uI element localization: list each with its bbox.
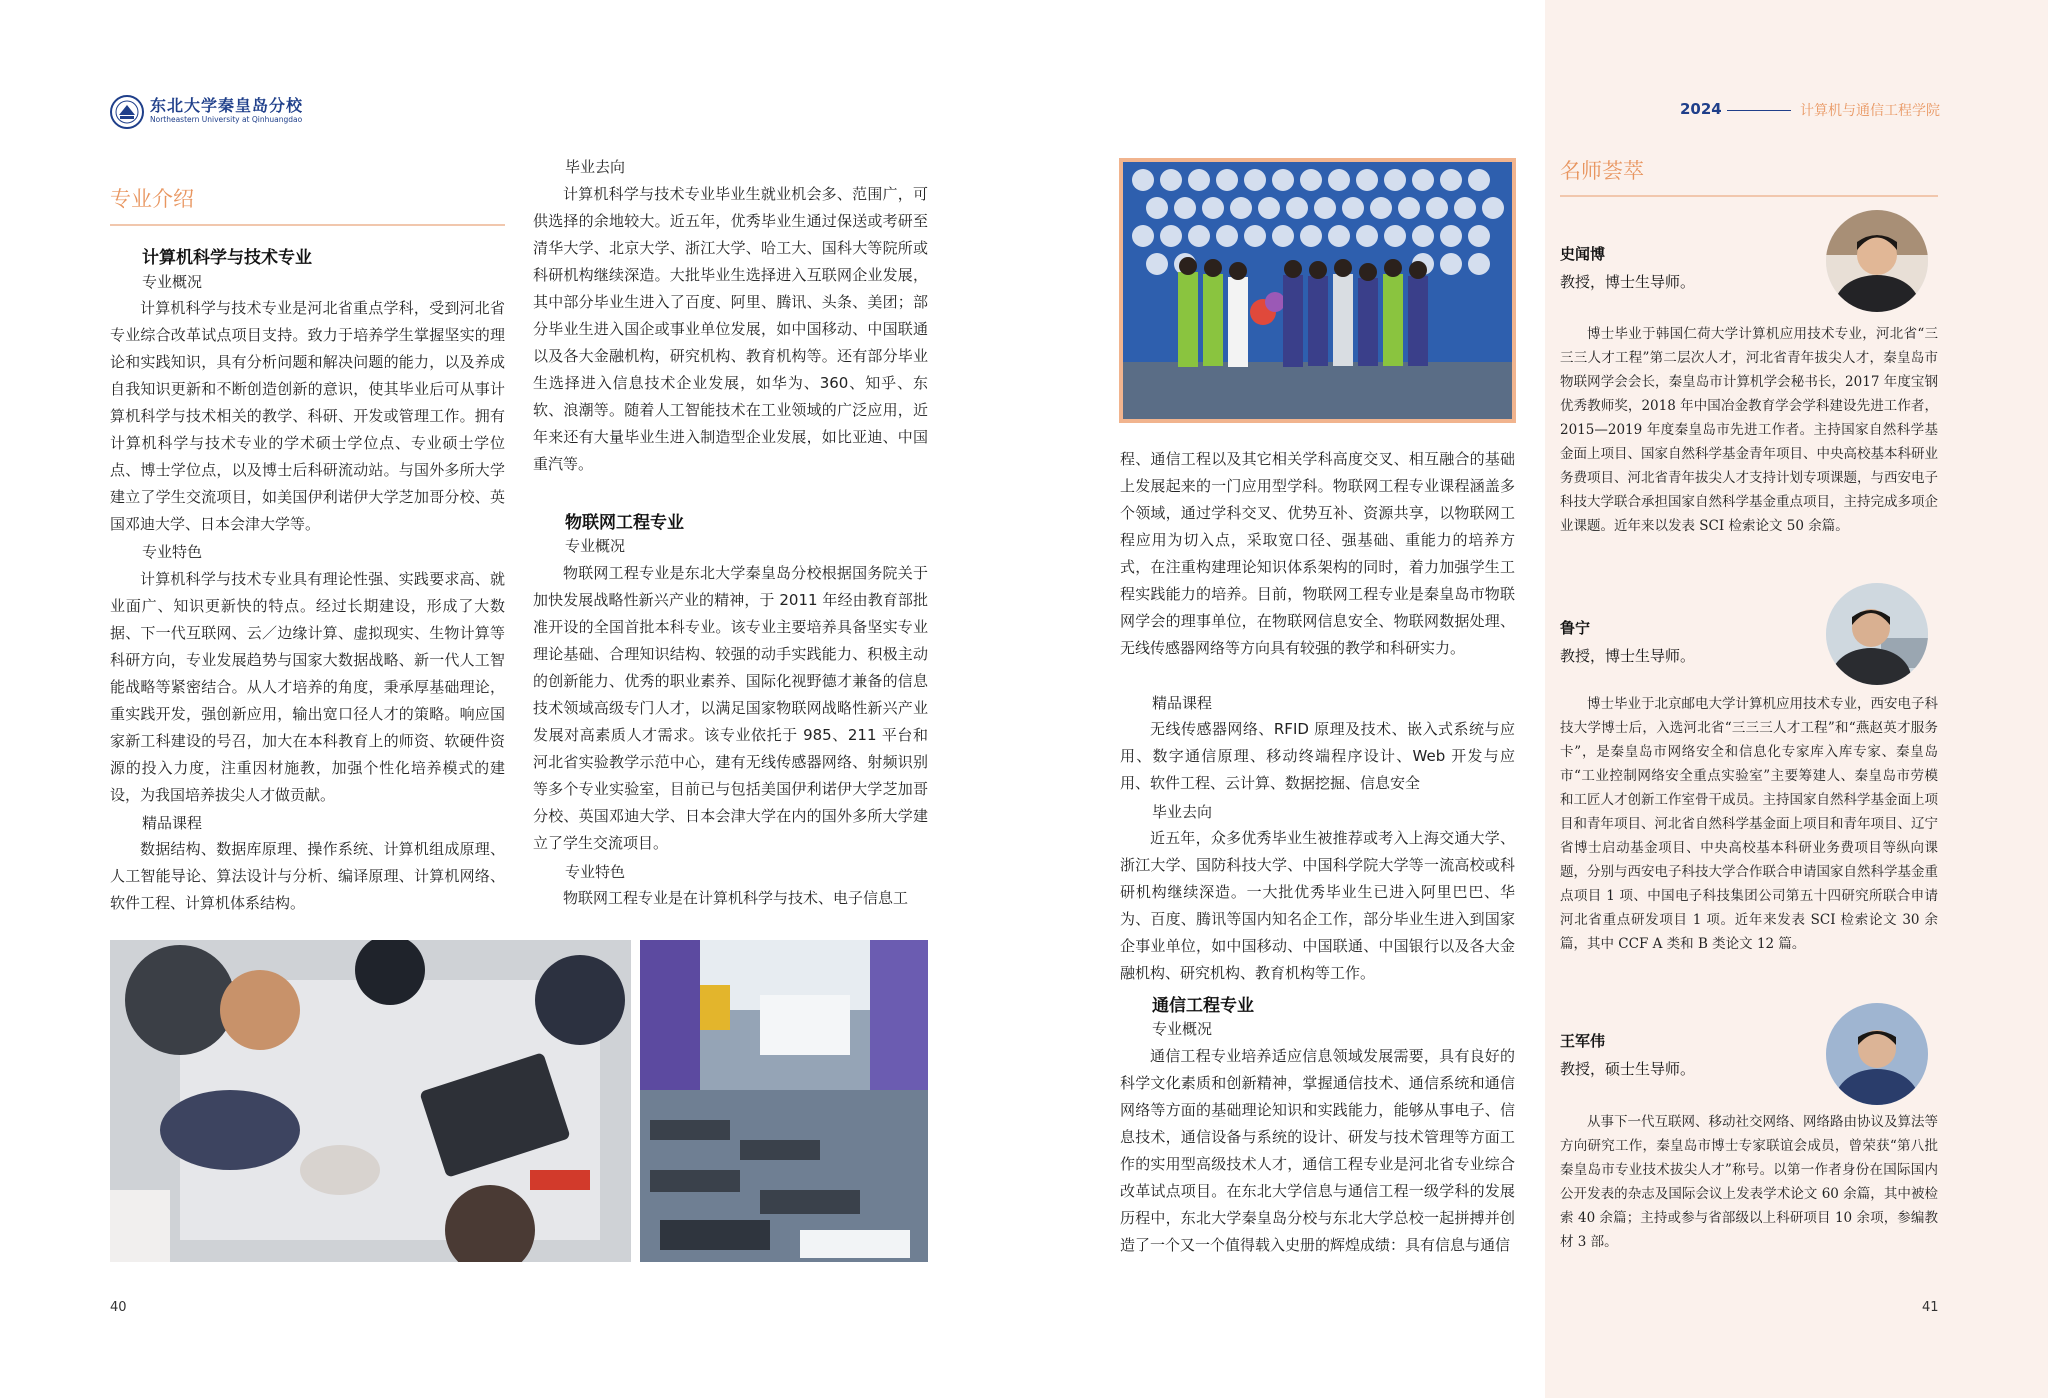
logo-english: Northeastern University at Qinhuangdao — [150, 115, 303, 124]
teacher-bio-2: 博士毕业于北京邮电大学计算机应用技术专业，西安电子科技大学博士后，入选河北省“三三三人才工程”和“燕赵英才服务卡”，是秦皇岛市网络安全和信息化专家库入库专家、秦皇岛市“工业控制网络安全重点实验室”主要筹建人、秦皇岛市劳模和工匠人才创新工作室骨干成员。主持国家自然科学基金面上项目和青年项目、河北省自然科学基金面上项目和青年项目、辽宁省博士启动基金项目、中央高校基本科研业务费项目等纵向课题，分别与西安电子科技大学合作联合申请国家自然科学基金重点项目 1 项、中国电子科技集团公司第五十四研究所联合申请河北省重点研发项目 1 项。近年来发表 SCI 检索论文 30 余篇，其中 CCF A 类和 B 类论文 12 篇。 — [1560, 696, 1938, 952]
page-number-right: 41 — [1922, 1300, 1939, 1315]
section-title: 专业介绍 — [110, 187, 194, 211]
cs-major-title: 计算机科学与技术专业 — [142, 248, 312, 268]
teacher-title-3: 教授，硕士生导师。 — [1560, 1060, 1696, 1078]
iot-feature-continued: 程、通信工程以及其它相关学科高度交叉、相互融合的基础上发展起来的一门应用型学科。物联网工程专业课程涵盖多个领域，通过学科交叉、优势互补、资源共享，以物联网工程应用为切入点，采取宽口径、强基础、重能力的培养方式，在注重构建理论知识体系架构的同时，着力加强学生工程实践能力的培养。目前，物联网工程专业是秦皇岛市物联网学会的理事单位，在物联网信息安全、物联网数据处理、无线传感器网络等方向具有较强的教学和科研实力。 — [1120, 450, 1515, 657]
iot-overview-label: 专业概况 — [565, 537, 626, 555]
award-group-photo — [1119, 158, 1516, 423]
header-college: 计算机与通信工程学院 — [1800, 103, 1940, 119]
iot-courses-text: 无线传感器网络、RFID 原理及技术、嵌入式系统与应用、数字通信原理、移动终端程序设计、Web 开发与应用、软件工程、云计算、数据挖掘、信息安全 — [1120, 720, 1515, 792]
teacher-name-2: 鲁宁 — [1560, 619, 1591, 637]
teacher-title-2: 教授，博士生导师。 — [1560, 647, 1696, 665]
emblem-icon — [110, 95, 144, 129]
cs-career-label: 毕业去向 — [565, 158, 626, 176]
iot-career-label: 毕业去向 — [1152, 803, 1213, 821]
cs-courses-label: 精品课程 — [142, 814, 203, 832]
cs-overview-label: 专业概况 — [142, 273, 203, 291]
teacher-portrait-1 — [1826, 210, 1928, 312]
page-number-left: 40 — [110, 1300, 127, 1315]
cs-career-text: 计算机科学与技术专业毕业生就业机会多、范围广，可供选择的余地较大。近五年，优秀毕业生通过保送或考研至清华大学、北京大学、浙江大学、哈工大、国科大等院所或科研机构继续深造。大批毕业生选择进入互联网企业发展，其中部分毕业生进入了百度、阿里、腾讯、头条、美团；部分毕业生进入国企或事业单位发展，如中国移动、中国联通以及各大金融机构，研究机构、教育机构等。还有部分毕业生选择进入信息技术企业发展，如华为、360、知乎、东软、浪潮等。随着人工智能技术在工业领域的广泛应用，近年来还有大量毕业生进入制造型企业发展，如比亚迪、中国重汽等。 — [533, 185, 928, 473]
cs-feature-text: 计算机科学与技术专业具有理论性强、实践要求高、就业面广、知识更新快的特点。经过长期建设，形成了大数据、下一代互联网、云／边缘计算、虚拟现实、生物计算等科研方向，专业发展趋势与国家大数据战略、新一代人工智能战略等紧密结合。从人才培养的角度，秉承厚基础理论，重实践开发，强创新应用，输出宽口径人才的策略。响应国家新工科建设的号召，加大在本科教育上的师资、软硬件资源的投入力度，注重因材施教，加强个性化培养模式的建设，为我国培养拔尖人才做贡献。 — [110, 570, 505, 804]
header-rule — [1727, 110, 1791, 111]
iot-major-title: 物联网工程专业 — [565, 513, 684, 533]
iot-overview-text: 物联网工程专业是东北大学秦皇岛分校根据国务院关于加快发展战略性新兴产业的精神，于 2011 年经由教育部批准开设的全国首批本科专业。该专业主要培养具备坚实专业理论基础、合理知识结构、较强的动手实践能力、积极主动的创新能力、优秀的职业素养、国际化视野德才兼备的信息技术领域高级专门人才，以满足国家物联网战略性新兴产业发展对高素质人才需求。该专业依托于 985、211 平台和河北省实验教学示范中心，建有无线传感器网络、射频识别等多个专业实验室，目前已与包括美国伊利诺伊大学芝加哥分校、英国邓迪大学、日本会津大学在内的国外多所大学建立了学生交流项目。 — [533, 564, 928, 852]
comm-overview-label: 专业概况 — [1152, 1020, 1213, 1038]
iot-career-text: 近五年，众多优秀毕业生被推荐或考入上海交通大学、浙江大学、国防科技大学、中国科学院大学等一流高校或科研机构继续深造。一大批优秀毕业生已进入阿里巴巴、华为、百度、腾讯等国内知名企工作，部分毕业生进入到国家企事业单位，如中国移动、中国联通、中国银行以及各大金融机构、研究机构、教育机构等工作。 — [1120, 829, 1515, 982]
teacher-name-1: 史闻博 — [1560, 245, 1606, 263]
teacher-portrait-2 — [1826, 583, 1928, 685]
teachers-rule — [1560, 195, 1938, 197]
iot-feature-label: 专业特色 — [565, 863, 626, 881]
teacher-title-1: 教授，博士生导师。 — [1560, 273, 1696, 291]
students-discussion-photo — [110, 940, 631, 1262]
teacher-bio-3: 从事下一代互联网、移动社交网络、网络路由协议及算法等方向研究工作，秦皇岛市博士专家联谊会成员，曾荣获“第八批秦皇岛市专业技术拔尖人才”称号。以第一作者身份在国际国内公开发表的杂志及国际会议上发表学术论文 60 余篇，其中被检索 40 余篇；主持或参与省部级以上科研项目 10 余项，参编教材 3 部。 — [1560, 1114, 1938, 1250]
university-logo — [110, 93, 320, 131]
section-rule — [110, 224, 505, 226]
teacher-bio-1: 博士毕业于韩国仁荷大学计算机应用技术专业，河北省“三三三人才工程”第二层次人才，河北省青年拔尖人才，秦皇岛市物联网学会会长，秦皇岛市计算机学会秘书长，2017 年度宝钢优秀教师奖，2018 年中国冶金教育学会学科建设先进工作者，2015—2019 年度秦皇岛市先进工作者。主持国家自然科学基金面上项目、国家自然科学基金青年项目、中央高校基本科研业务费项目、河北省青年拔尖人才支持计划专项课题，与西安电子科技大学联合承担国家自然科学基金重点项目，主持完成多项企业课题。近年来以发表 SCI 检索论文 50 余篇。 — [1560, 326, 1938, 534]
logo-chinese: 东北大学秦皇岛分校 — [150, 96, 304, 115]
iot-courses-label: 精品课程 — [1152, 694, 1213, 712]
teacher-name-3: 王军伟 — [1560, 1032, 1606, 1050]
comm-major-title: 通信工程专业 — [1152, 996, 1254, 1016]
comm-overview-text: 通信工程专业培养适应信息领域发展需要，具有良好的科学文化素质和创新精神，掌握通信技术、通信系统和通信网络等方面的基础理论知识和实践能力，能够从事电子、信息技术，通信设备与系统的设计、研发与技术管理等方面工作的实用型高级技术人才，通信工程专业是河北省专业综合改革试点项目。在东北大学信息与通信工程一级学科的发展历程中，东北大学秦皇岛分校与东北大学总校一起拼搏并创造了一个又一个值得载入史册的辉煌成绩：具有信息与通信 — [1120, 1047, 1515, 1254]
cs-overview-text: 计算机科学与技术专业是河北省重点学科，受到河北省专业综合改革试点项目支持。致力于培养学生掌握坚实的理论和实践知识，具有分析问题和解决问题的能力，以及养成自我知识更新和不断创造创新的意识，使其毕业后可从事计算机科学与技术相关的教学、科研、开发或管理工作。拥有计算机科学与技术专业的学术硕士学位点、专业硕士学位点、博士学位点，以及博士后科研流动站。与国外多所大学建立了学生交流项目，如美国伊利诺伊大学芝加哥分校、英国邓迪大学、日本会津大学等。 — [110, 299, 505, 533]
cs-courses-text: 数据结构、数据库原理、操作系统、计算机组成原理、人工智能导论、算法设计与分析、编译原理、计算机网络、软件工程、计算机体系结构。 — [110, 840, 505, 912]
computer-lab-photo — [640, 940, 928, 1262]
header-year: 2024 — [1680, 100, 1722, 118]
teacher-portrait-3 — [1826, 1003, 1928, 1105]
cs-feature-label: 专业特色 — [142, 543, 203, 561]
iot-feature-start: 物联网工程专业是在计算机科学与技术、电子信息工 — [563, 889, 909, 907]
teachers-title: 名师荟萃 — [1560, 159, 1644, 183]
